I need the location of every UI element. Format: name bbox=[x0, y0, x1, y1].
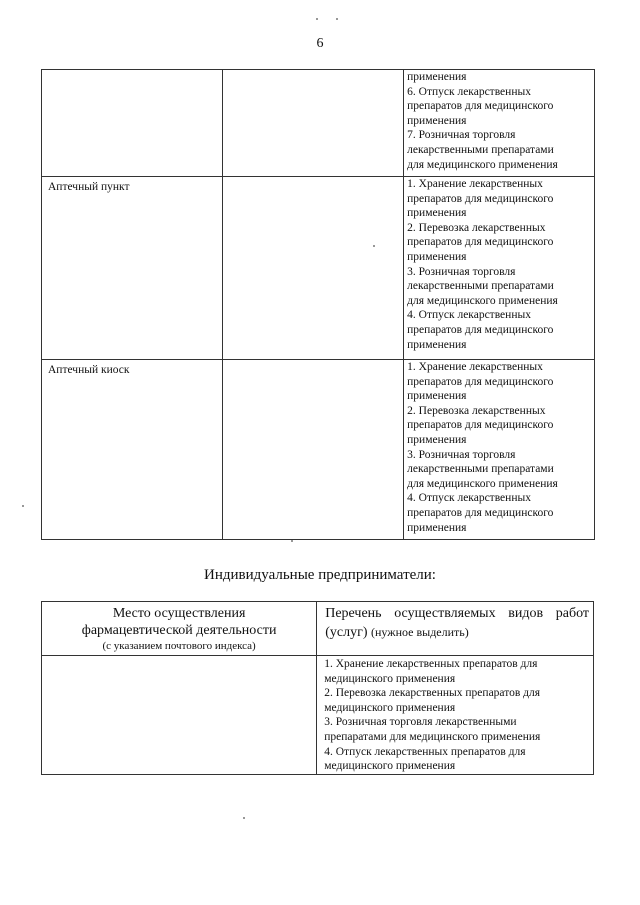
scan-speck bbox=[22, 505, 24, 507]
table-header-row bbox=[42, 602, 594, 656]
works-line: применения bbox=[407, 433, 467, 446]
table-row bbox=[42, 360, 595, 540]
works-line: препаратов для медицинского bbox=[407, 192, 554, 205]
works-line: препаратами для медицинского применения bbox=[324, 730, 541, 743]
works-line: препаратов для медицинского bbox=[407, 375, 554, 388]
works-line: 3. Розничная торговля лекарственными bbox=[324, 716, 517, 729]
activity-place-cell: Аптечный киоск bbox=[42, 360, 223, 540]
works-line: 2. Перевозка лекарственных bbox=[407, 221, 546, 234]
works-line: 1. Хранение лекарственных препаратов для bbox=[324, 658, 538, 670]
scan-speck bbox=[316, 18, 318, 20]
works-line: применения bbox=[407, 250, 467, 263]
works-line: препаратов для медицинского bbox=[407, 419, 554, 432]
works-line: 2. Перевозка лекарственных bbox=[407, 404, 546, 417]
works-line: применения bbox=[407, 390, 467, 403]
table-row bbox=[42, 656, 594, 775]
page-number: 6 bbox=[316, 36, 324, 51]
works-line: 3. Розничная торговля bbox=[407, 265, 516, 278]
header-works-main: Перечень осуществляемых видов работ (услуг) bbox=[325, 606, 589, 640]
works-line: для медицинского применения bbox=[407, 477, 558, 490]
activity-place-cell bbox=[42, 70, 223, 177]
scan-speck bbox=[336, 18, 338, 20]
activity-place-cell: Аптечный пункт bbox=[42, 177, 223, 360]
pharmacy-activity-table bbox=[41, 69, 595, 540]
address-cell bbox=[222, 360, 403, 540]
table-row bbox=[42, 177, 595, 360]
works-line: 1. Хранение лекарственных bbox=[407, 178, 543, 190]
works-line: применения bbox=[407, 207, 467, 220]
works-line: препаратов для медицинского bbox=[407, 236, 554, 249]
works-list-cell bbox=[404, 70, 595, 177]
header-place-note: (с указанием почтового индекса) bbox=[102, 640, 256, 652]
works-line: 7. Розничная торговля bbox=[407, 129, 516, 142]
header-works-cell bbox=[317, 602, 594, 656]
works-line: применения bbox=[407, 338, 467, 351]
works-line: 2. Перевозка лекарственных препаратов для bbox=[324, 687, 541, 700]
works-line: для медицинского применения bbox=[407, 294, 558, 307]
works-line: лекарственными препаратами bbox=[407, 143, 554, 156]
works-list-cell bbox=[317, 656, 594, 775]
header-works-text bbox=[317, 602, 593, 642]
scan-speck bbox=[243, 817, 245, 819]
works-line: применения bbox=[407, 71, 467, 83]
header-place-line: Место осуществления bbox=[112, 606, 246, 621]
works-line: 4. Отпуск лекарственных препаратов для bbox=[324, 745, 526, 758]
works-line: медицинского применения bbox=[324, 760, 456, 773]
works-line: для медицинского применения bbox=[407, 158, 558, 171]
works-line: 4. Отпуск лекарственных bbox=[407, 492, 531, 505]
table-row bbox=[42, 70, 595, 177]
works-line: применения bbox=[407, 114, 467, 127]
address-cell bbox=[222, 70, 403, 177]
works-line: 4. Отпуск лекарственных bbox=[407, 309, 531, 322]
works-line: препаратов для медицинского bbox=[407, 506, 554, 519]
address-cell bbox=[222, 177, 403, 360]
works-line: 1. Хранение лекарственных bbox=[407, 361, 543, 373]
works-line: медицинского применения bbox=[324, 672, 456, 685]
header-place-cell bbox=[42, 602, 317, 656]
header-place-line: фармацевтической деятельности bbox=[81, 623, 277, 638]
works-line: применения bbox=[407, 521, 467, 534]
header-works-note: (нужное выделить) bbox=[371, 625, 469, 639]
scan-speck bbox=[291, 540, 293, 542]
works-line: лекарственными препаратами bbox=[407, 280, 554, 293]
address-cell bbox=[42, 656, 317, 775]
works-line: 6. Отпуск лекарственных bbox=[407, 85, 531, 98]
individual-entrepreneurs-table bbox=[41, 601, 594, 775]
works-line: препаратов для медицинского bbox=[407, 100, 554, 113]
works-list-cell bbox=[404, 360, 595, 540]
works-line: 3. Розничная торговля bbox=[407, 448, 516, 461]
works-line: препаратов для медицинского bbox=[407, 323, 554, 336]
works-line: медицинского применения bbox=[324, 701, 456, 714]
works-list-cell bbox=[404, 177, 595, 360]
works-line: лекарственными препаратами bbox=[407, 463, 554, 476]
section-heading: Индивидуальные предприниматели: bbox=[204, 567, 436, 583]
scan-speck bbox=[373, 245, 375, 247]
